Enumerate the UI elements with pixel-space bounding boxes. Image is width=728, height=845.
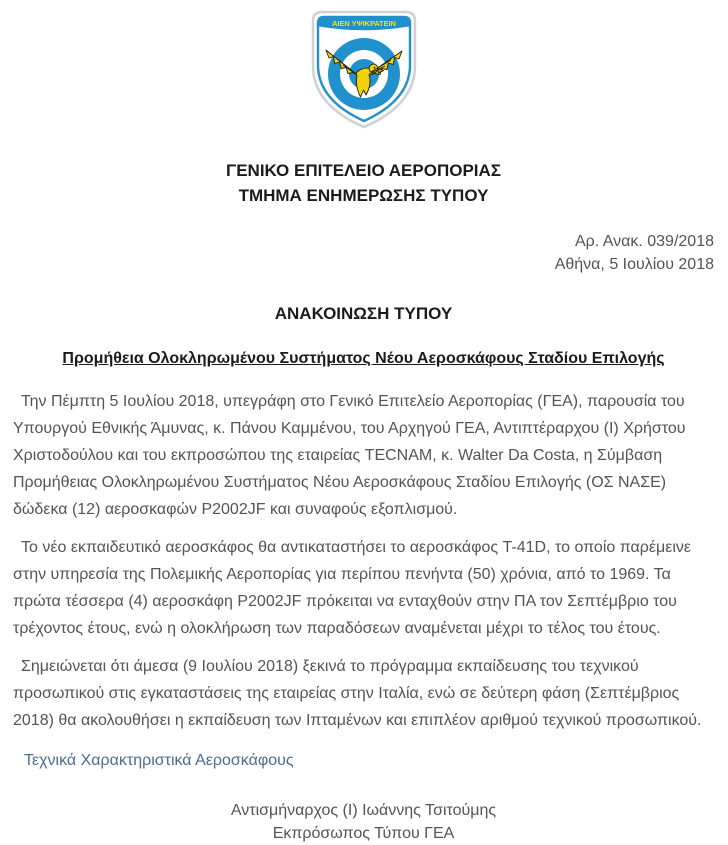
- reference-block: [13, 230, 714, 276]
- body-copy: [13, 388, 714, 734]
- signature-block: [13, 799, 714, 845]
- document-title: Προμήθεια Ολοκληρωμένου Συστήματος Νέου Αεροσκάφους Σταδίου Επιλογής: [62, 350, 665, 367]
- org-department: ΤΜΗΜΑ ΕΝΗΜΕΡΩΣΗΣ ΤΥΠΟΥ: [238, 186, 489, 205]
- paragraph-2: Το νέο εκπαιδευτικό αεροσκάφος θα αντικαταστήσει το αεροσκάφος T-41D, το οποίο παρέμεινε στην υπηρεσία της Πολεμικής Αεροπορίας για περίπου πενήντα (50) χρόνια, από το 1969. Τα πρώτα τέσσερα (4) αεροσκάφη P2002JF πρόκειται να ενταχθούν στην ΠΑ τον Σεπτέμβριο του τρέχοντος έτους, ενώ η ολοκλήρωση των παραδόσεων αναμένεται μέχρι το τέλος του έτους.: [13, 539, 692, 637]
- org-name: ΓΕΝΙΚΟ ΕΠΙΤΕΛΕΙΟ ΑΕΡΟΠΟΡΙΑΣ: [226, 161, 501, 180]
- emblem-motto-text: ΑΙΕΝ ΥΨΙΚΡΑΤΕΙΝ: [331, 19, 396, 28]
- press-release-kicker: ΑΝΑΚΟΙΝΩΣΗ ΤΥΠΟΥ: [274, 304, 453, 323]
- paragraph-3: Σημειώνεται ότι άμεσα (9 Ιουλίου 2018) ξεκινά το πρόγραμμα εκπαίδευσης του τεχνικού προσωπικού στις εγκαταστάσεις της εταιρείας στην Ιταλία, ενώ σε δεύτερη φάση (Σεπτέμβριος 2018) θα ακολουθήσει η εκπαίδευση των Ιπταμένων και επιπλέον αριθμού τεχνικού προσωπικού.: [13, 658, 702, 729]
- signature-role: Εκπρόσωπος Τύπου ΓΕΑ: [272, 825, 455, 842]
- reference-number: Αρ. Ανακ. 039/2018: [574, 233, 714, 250]
- signature-name: Αντισμήναρχος (Ι) Ιωάννης Τσιτούμης: [230, 802, 497, 819]
- paragraph-1: Την Πέμπτη 5 Ιουλίου 2018, υπεγράφη στο Γενικό Επιτελείο Αεροπορίας (ΓΕΑ), παρουσία του Υπουργού Εθνικής Άμυνας, κ. Πάνου Καμμένου, του Αρχηγού ΓΕΑ, Αντιπτέραρχου (Ι) Χρήστου Χριστοδούλου και του εκπροσώπου της εταιρείας TECNAM, κ. Walter Da Costa, η Σύμβαση Προμήθειας Ολοκληρωμένου Συστήματος Νέου Αεροσκάφους Σταδίου Επιλογής (ΟΣ ΝΑΣΕ) δώδεκα (12) αεροσκαφών P2002JF και συναφούς εξοπλισμού.: [13, 393, 686, 518]
- org-header: [13, 158, 714, 208]
- dateline: Αθήνα, 5 Ιουλίου 2018: [554, 256, 714, 273]
- hellenic-air-force-emblem-icon: [303, 10, 425, 130]
- technical-characteristics-link[interactable]: Τεχνικά Χαρακτηριστικά Αεροσκάφους: [24, 752, 294, 769]
- emblem-container: [13, 10, 714, 135]
